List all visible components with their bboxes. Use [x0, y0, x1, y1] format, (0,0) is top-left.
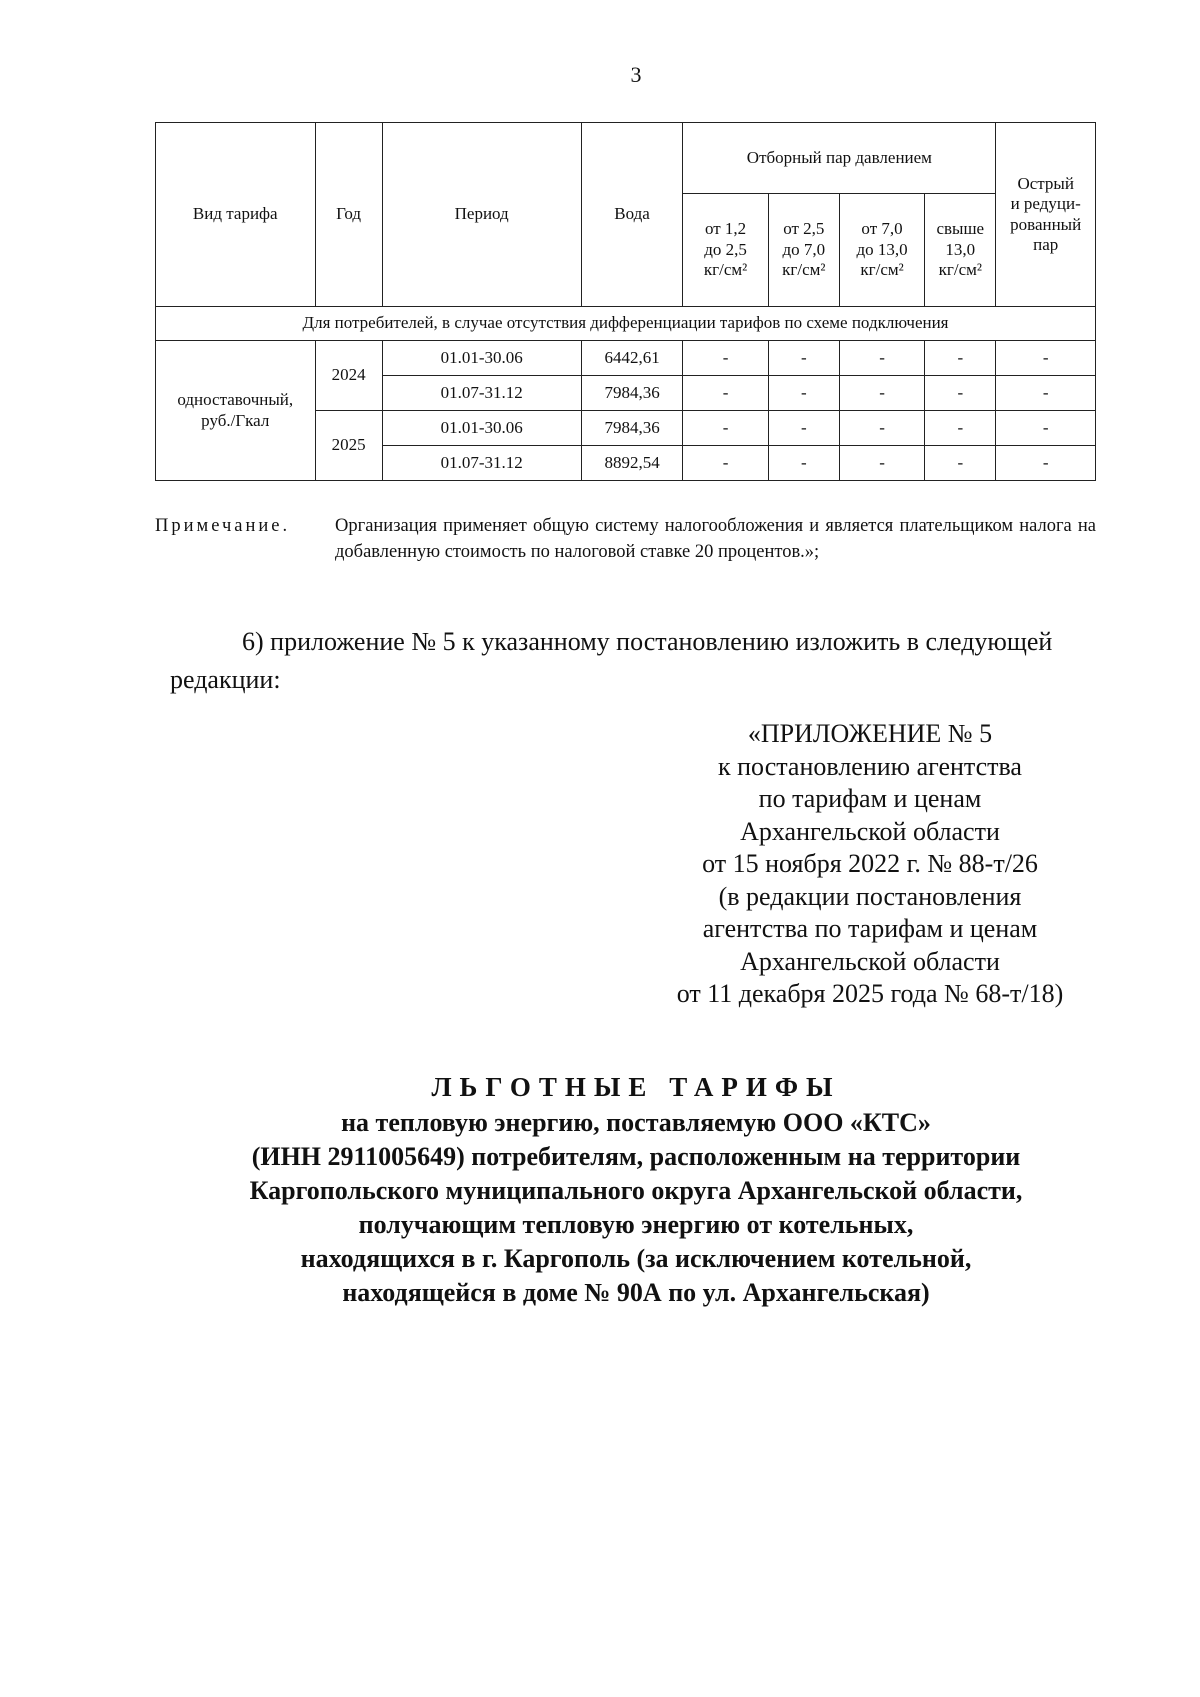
water-cell: 8892,54 [581, 446, 683, 481]
pressure-2-cell: - [768, 376, 839, 411]
pressure-1-cell: - [683, 446, 768, 481]
tariff-table [155, 122, 1096, 481]
pressure-4-cell: - [925, 446, 996, 481]
note-text: Организация применяет общую систему налогообложения и является плательщиком налога на добавленную стоимость по налоговой ставке 20 процентов.»; [335, 516, 1096, 562]
header-pressure-2: от 2,5 до 7,0 кг/см² [768, 194, 839, 307]
tariff-type-cell: одноставочный, руб./Гкал [156, 341, 316, 481]
title-line: находящейся в доме № 90А по ул. Архангельская) [342, 1278, 930, 1307]
water-cell: 7984,36 [581, 411, 683, 446]
header-pressure-3: от 7,0 до 13,0 кг/см² [839, 194, 924, 307]
amendment-paragraph: 6) приложение № 5 к указанному постановлению изложить в следующей редакции: [170, 627, 1053, 694]
sharp-steam-cell: - [996, 446, 1096, 481]
pressure-2-cell: - [768, 341, 839, 376]
appendix-line: по тарифам и ценам [758, 784, 982, 813]
sharp-steam-cell: - [996, 411, 1096, 446]
pressure-4-cell: - [925, 376, 996, 411]
header-year: Год [315, 123, 382, 307]
title-line: находящихся в г. Каргополь (за исключением котельной, [300, 1244, 972, 1273]
pressure-3-cell: - [839, 341, 924, 376]
page-number: 3 [630, 62, 642, 87]
title-line: (ИНН 2911005649) потребителям, расположенным на территории [251, 1142, 1021, 1171]
period-cell: 01.07-31.12 [382, 446, 581, 481]
appendix-header [620, 718, 1120, 1011]
header-period: Период [382, 123, 581, 307]
appendix-line: Архангельской области [740, 946, 1000, 976]
pressure-2-cell: - [768, 446, 839, 481]
title-line: Каргопольского муниципального округа Архангельской области, [249, 1176, 1023, 1205]
sharp-steam-cell: - [996, 341, 1096, 376]
appendix-line: Архангельской области [740, 816, 1000, 846]
appendix-line: от 15 ноября 2022 г. № 88-т/26 [702, 849, 1038, 878]
sharp-steam-cell: - [996, 376, 1096, 411]
appendix-line: «ПРИЛОЖЕНИЕ № 5 [747, 719, 993, 748]
title-main: ЛЬГОТНЫЕ ТАРИФЫ [431, 1072, 841, 1102]
appendix-line: от 11 декабря 2025 года № 68-т/18) [676, 979, 1064, 1008]
pressure-2-cell: - [768, 411, 839, 446]
pressure-4-cell: - [925, 341, 996, 376]
note-label: Примечание. [155, 516, 291, 536]
header-steam-group: Отборный пар давлением [683, 123, 996, 194]
period-cell: 01.07-31.12 [382, 376, 581, 411]
title-line: на тепловую энергию, поставляемую ООО «КТС» [341, 1108, 931, 1137]
water-cell: 7984,36 [581, 376, 683, 411]
header-sharp-steam: Острый и редуци- рованный пар [996, 123, 1096, 307]
period-cell: 01.01-30.06 [382, 341, 581, 376]
pressure-3-cell: - [839, 411, 924, 446]
table-note [155, 513, 1096, 565]
appendix-line: агентства по тарифам и ценам [702, 914, 1038, 943]
appendix-line: (в редакции постановления [718, 881, 1022, 911]
year-cell: 2024 [315, 341, 382, 411]
pressure-1-cell: - [683, 376, 768, 411]
pressure-4-cell: - [925, 411, 996, 446]
water-cell: 6442,61 [581, 341, 683, 376]
title-line: получающим тепловую энергию от котельных, [358, 1210, 914, 1239]
table-subheader: Для потребителей, в случае отсутствия дифференциации тарифов по схеме подключения [156, 307, 1096, 341]
table-row [156, 341, 1096, 376]
appendix-line: к постановлению агентства [718, 751, 1022, 781]
header-tariff-type: Вид тарифа [156, 123, 316, 307]
document-title [0, 1068, 1200, 1310]
header-pressure-1: от 1,2 до 2,5 кг/см² [683, 194, 768, 307]
header-water: Вода [581, 123, 683, 307]
pressure-1-cell: - [683, 341, 768, 376]
year-cell: 2025 [315, 411, 382, 481]
header-pressure-4: свыше 13,0 кг/см² [925, 194, 996, 307]
pressure-3-cell: - [839, 446, 924, 481]
pressure-1-cell: - [683, 411, 768, 446]
pressure-3-cell: - [839, 376, 924, 411]
period-cell: 01.01-30.06 [382, 411, 581, 446]
